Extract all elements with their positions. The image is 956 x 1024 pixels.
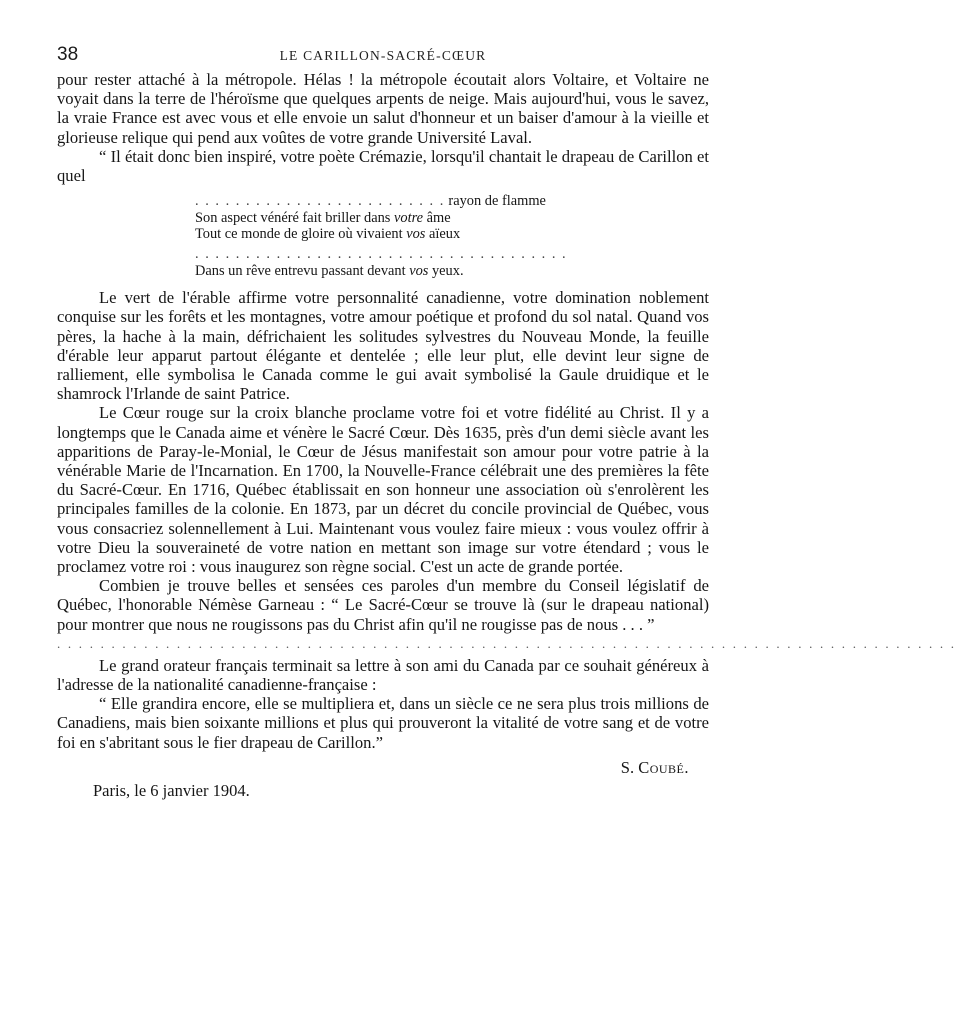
page-header xyxy=(57,40,709,70)
poem-line-1 xyxy=(195,193,546,210)
poem-line-2-emphasis: votre xyxy=(394,209,424,226)
poem-quote xyxy=(195,193,568,279)
poem-line-3 xyxy=(195,226,537,243)
signature xyxy=(57,758,689,777)
paragraph-coeur: Le Cœur rouge sur la croix blanche proclame votre foi et votre fidélité au Christ. Il y a longtemps que le Canada aime et vénère le Sacré Cœur. Dès 1635, près d'un demi siècle avant les apparitions de Paray-le-Monial, le Cœur de Jésus manifestait son amour pour votre patrie à la vénérable Marie de l'Incarnation. En 1700, la Nouvelle-France célébrait une des premières la fête du Sacré-Cœur. En 1716, Québec établissait en son honneur une association où s'enrolèrent les principales familles de la colonie. En 1873, par un décret du concile provincial de Québec, vous vous consacriez solennellement à Lui. Maintenant vous voulez faire mieux : vous voulez offrir à votre Dieu la souveraineté de votre nation en mettant son image sur votre étendard ; vous le proclamez votre roi : vous inaugurez son règne social. C'est un acte de grande portée. xyxy=(57,403,709,577)
poem-line-4-emphasis: vos xyxy=(409,262,429,279)
paragraph-continuation: pour rester attaché à la métropole. Hélas ! la métropole écoutait alors Voltaire, et Voltaire ne voyait dans la terre de l'héroïsme que quelques arpents de neige. Mais aujourd'hui, vous le savez, la vraie France est avec vous et elle envoie un salut d'honneur et un baiser d'amour à la vieille et glorieuse relique qui pend aux voûtes de votre grande Université Laval. xyxy=(57,70,709,147)
page-number: 38 xyxy=(57,44,79,65)
section-break-dots: . . . . . . . . . . . . . . . . . . . . . . . . . . . . . . . . . . . . . . . . . . . . . . . . . . . . . . . . . . . . . . . . . . . . . . . . . . . . . . . . . . . xyxy=(57,635,956,651)
signature-name: Coubé. xyxy=(638,757,689,777)
dateline: Paris, le 6 janvier 1904. xyxy=(93,781,250,801)
paragraph-orateur: Le grand orateur français terminait sa lettre à son ami du Canada par ce souhait généreux à l'adresse de la nationalité canadienne-française : xyxy=(57,655,709,695)
poem-line-1-text: rayon de flamme xyxy=(448,193,546,210)
signature-initial: S. xyxy=(620,757,639,777)
poem-line-4-end: yeux. xyxy=(428,262,464,279)
poem-line-2-end: âme xyxy=(423,209,451,226)
poem-line-3-text: Tout ce monde de gloire où vivaient xyxy=(195,226,407,243)
paragraph-souhait: “ Elle grandira encore, elle se multipliera et, dans un siècle ce ne sera plus trois millions de Canadiens, mais bien soixante millions et plus qui prouveront la vitalité de votre sang et de votre foi en s'abritant sous le fier drapeau de Carillon.” xyxy=(57,694,709,752)
body-text xyxy=(57,70,956,801)
poem-line-4 xyxy=(195,263,537,280)
paragraph-garneau: Combien je trouve belles et sensées ces paroles d'un membre du Conseil législatif de Québec, l'honorable Némèse Garneau : “ Le Sacré-Cœur se trouve là (sur le drapeau national) pour montrer que nous ne rougissons pas du Christ afin qu'il ne rougisse pas de nous . . . ” xyxy=(57,576,709,634)
paragraph-cremazie: “ Il était donc bien inspiré, votre poète Crémazie, lorsqu'il chantait le drapeau de Carillon et quel xyxy=(57,146,709,186)
poem-line-3-emphasis: vos xyxy=(406,226,426,243)
poem-separator-dots: . . . . . . . . . . . . . . . . . . . . . . . . . . . . . . . . . . . . . xyxy=(195,246,568,262)
paragraph-erable: Le vert de l'érable affirme votre personnalité canadienne, votre domination noblement conquise sur les forêts et les montagnes, votre amour poétique et profond du sol natal. Quand vos pères, la hache à la main, défrichaient les solitudes sylvestres du Nouveau Monde, la feuille d'érable leur apparut partout élégante et dentelée ; elle leur plut, elle devint leur signe de ralliement, elle symbolisa le Canada comme le gui avait symbolisé la Gaule druidique et le shamrock l'Irlande de saint Patrice. xyxy=(57,288,709,404)
leader-dots: . . . . . . . . . . . . . . . . . . . . . . . . . xyxy=(195,193,445,210)
running-title: LE CARILLON-SACRÉ-CŒUR xyxy=(279,48,487,63)
poem-line-2 xyxy=(195,210,537,227)
document-page xyxy=(57,40,956,801)
poem-line-3-end: aïeux xyxy=(425,226,461,243)
poem-line-4-text: Dans un rêve entrevu passant devant xyxy=(195,262,410,279)
poem-line-2-text: Son aspect vénéré fait briller dans xyxy=(195,209,394,226)
